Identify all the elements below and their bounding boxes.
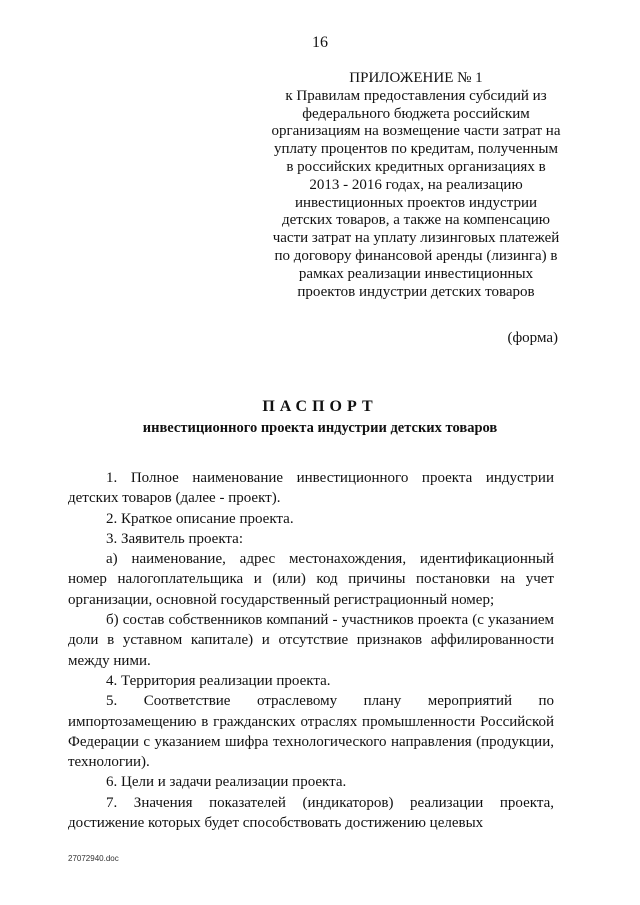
document-body (68, 468, 554, 833)
paragraph-3: 3. Заявитель проекта: (106, 530, 243, 547)
paragraph-3a: а) наименование, адрес местонахождения, идентификационный номер налогоплательщика и (или) код причины постановки на учет организации, основной государственный регистрационный номер; (68, 551, 554, 608)
page-number: 16 (312, 34, 328, 51)
annex-text: к Правилам предоставления субсидий из федерального бюджета российским организациям на возмещение части затрат на уплату процентов по кредитам, полученным в российских кредитных организациях в 2013 - 2016 годах, на реализацию инвестиционных проектов индустрии детских товаров, а также на компенсацию части затрат на уплату лизинговых платежей по договору финансовой аренды (лизинга) в рамках реализации инвестиционных проектов индустрии детских товаров (271, 87, 561, 300)
paragraph-7: 7. Значения показателей (индикаторов) реализации проекта, достижение которых будет способствовать достижению целевых (68, 794, 554, 832)
paragraph-6: 6. Цели и задачи реализации проекта. (106, 774, 347, 791)
passport-title: ПАСПОРТ (262, 398, 378, 415)
passport-subtitle: инвестиционного проекта индустрии детских товаров (142, 420, 498, 436)
annex-title: ПРИЛОЖЕНИЕ № 1 (349, 70, 483, 86)
form-mark: (форма) (507, 330, 558, 346)
paragraph-5: 5. Соответствие отраслевому плану мероприятий по импортозамещению в гражданских отраслях промышленности Российской Федерации с указанием шифра технологического направления (продукции, технологии). (68, 693, 554, 771)
paragraph-3b: б) состав собственников компаний - участников проекта (с указанием доли в уставном капитале) и отсутствие признаков аффилированности между ними. (68, 612, 554, 669)
paragraph-1: 1. Полное наименование инвестиционного проекта индустрии детских товаров (далее - проект). (68, 470, 554, 507)
footer-filename: 27072940.doc (68, 854, 119, 863)
paragraph-4: 4. Территория реализации проекта. (106, 672, 331, 689)
paragraph-2: 2. Краткое описание проекта. (106, 510, 294, 527)
annex-block (270, 70, 562, 301)
